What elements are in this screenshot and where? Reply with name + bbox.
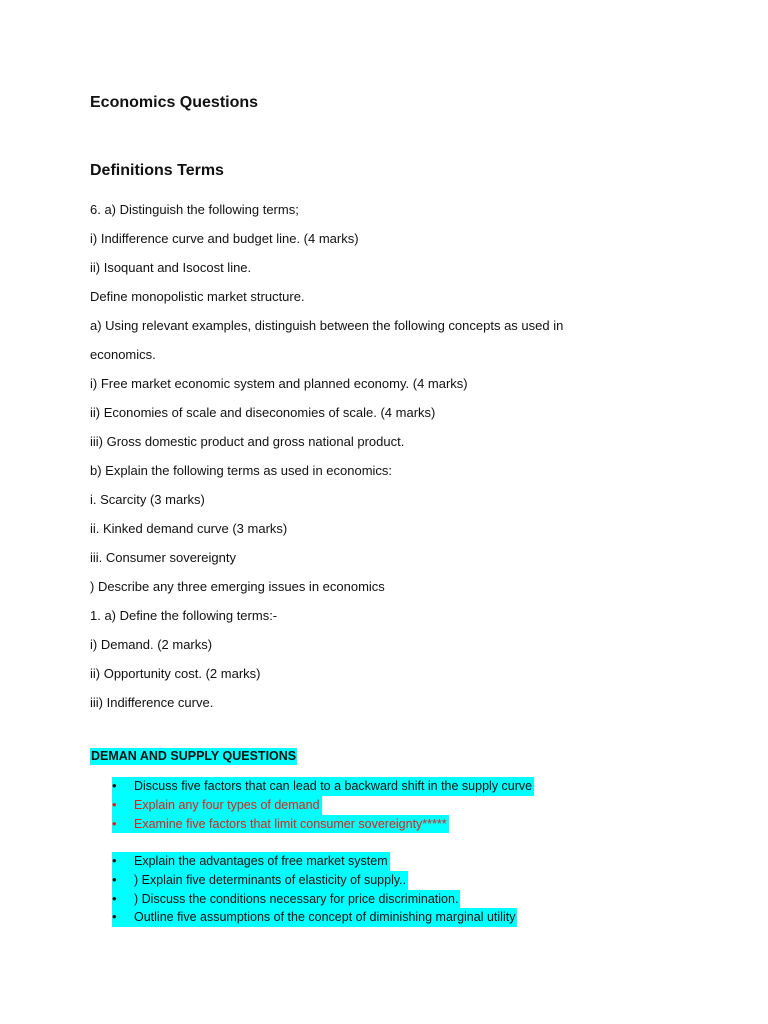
bullet-item — [112, 890, 517, 909]
bullet-icon: • — [112, 815, 117, 831]
question-line: iii) Gross domestic product and gross national product. — [90, 434, 405, 449]
bullet-list-group-1 — [112, 777, 534, 833]
bullet-icon: • — [112, 871, 117, 887]
bullet-item — [112, 908, 517, 927]
question-line: i) Demand. (2 marks) — [90, 637, 213, 652]
question-line: i) Indifference curve and budget line. (4 marks) — [90, 231, 359, 246]
question-lines — [90, 195, 563, 717]
question-line: ) Describe any three emerging issues in economics — [90, 579, 385, 594]
bullet-text: Explain any four types of demand — [134, 797, 320, 812]
question-line: ii) Isoquant and Isocost line. — [90, 260, 252, 275]
demand-supply-heading: DEMAN AND SUPPLY QUESTIONS — [91, 749, 297, 763]
question-line: Define monopolistic market structure. — [90, 289, 305, 304]
bullet-icon: • — [112, 909, 117, 925]
bullet-text: Discuss five factors that can lead to a backward shift in the supply curve — [134, 779, 533, 793]
question-line: i. Scarcity (3 marks) — [90, 492, 205, 507]
bullet-text: Explain the advantages of free market system — [134, 854, 388, 868]
document-title: Economics Questions — [90, 94, 259, 111]
question-line: ii) Opportunity cost. (2 marks) — [90, 666, 261, 681]
question-line: iii. Consumer sovereignty — [90, 550, 236, 565]
bullet-text: Outline five assumptions of the concept of diminishing marginal utility — [134, 910, 516, 925]
bullet-icon: • — [112, 796, 117, 812]
question-line: ii) Economies of scale and diseconomies of scale. (4 marks) — [90, 405, 436, 420]
bullet-text: Examine five factors that limit consumer sovereignty***** — [134, 816, 447, 831]
bullet-text: ) Discuss the conditions necessary for price discrimination. — [134, 891, 459, 906]
bullet-icon: • — [112, 778, 117, 793]
bullet-item — [112, 871, 517, 890]
question-line: i) Free market economic system and planned economy. (4 marks) — [90, 376, 468, 391]
bullet-list-group-2 — [112, 852, 517, 927]
bullet-item — [112, 815, 534, 834]
question-line: b) Explain the following terms as used in economics: — [90, 463, 393, 478]
bullet-icon: • — [112, 890, 117, 906]
question-line: ii. Kinked demand curve (3 marks) — [90, 521, 288, 536]
bullet-item — [112, 796, 534, 815]
question-line: 1. a) Define the following terms:- — [90, 608, 278, 623]
section-title: Definitions Terms — [90, 162, 224, 179]
bullet-icon: • — [112, 853, 117, 868]
question-line: a) Using relevant examples, distinguish between the following concepts as used in — [90, 318, 564, 333]
question-line: 6. a) Distinguish the following terms; — [90, 202, 299, 217]
bullet-text: ) Explain five determinants of elasticity of supply.. — [134, 872, 407, 887]
bullet-item — [112, 852, 517, 871]
question-line: iii) Indifference curve. — [90, 695, 214, 710]
bullet-item — [112, 777, 534, 796]
question-line: economics. — [90, 347, 156, 362]
